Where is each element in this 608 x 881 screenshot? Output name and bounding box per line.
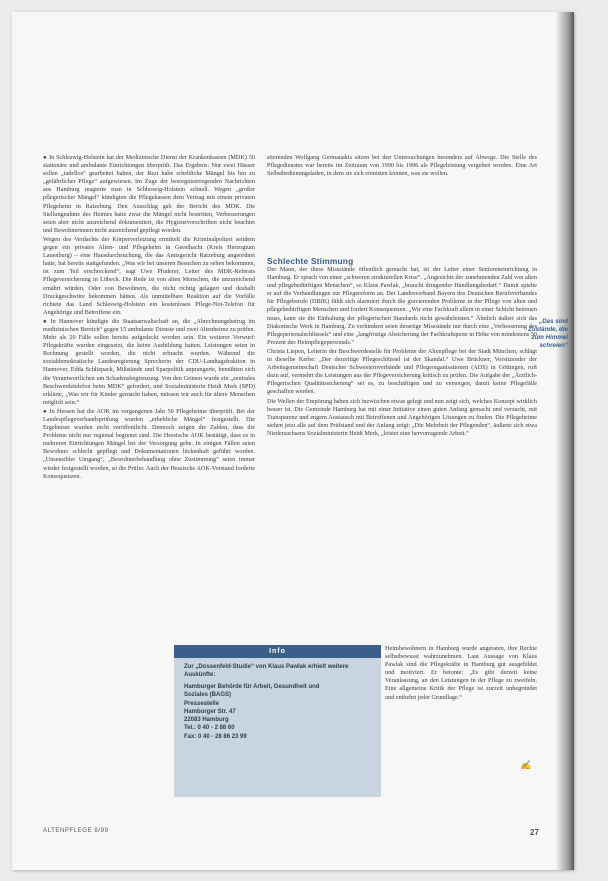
footer-publication: ALTENPFLEGE 9/99 (43, 828, 109, 834)
address-line: Hamburger Behörde für Arbeit, Gesundheit und (184, 684, 320, 690)
paragraph: Wegen des Verdachts der Körperverletzung ermittelt die Kriminalpolizei seitdem gegen ein privates Alten- und Pflegeheim in Geesthacht (Kreis Herzogtum Lauenburg) – eine Hausdurchsuchung, die das Amtsgericht Ratzeburg angeordnet hatte, hat bereits stattgefunden. „Was wir bei unseren Besuchen zu sehen bekommen, ist zum Teil erschreckend“, sagt Uwe Pfuderer, Leiter des MDK-Referats Pflegeversicherung in Lübeck. Die Rede ist von alten Menschen, die unzureichend ernährt würden. Oder von Bewohnern, die nicht richtig gelagert und deshalb Druckgeschwüre bekommen hätten. Als unmittelbare Reaktion auf die Vorfälle richtete das Land Schleswig-Holstein ein kostenloses Pflege-Not-Telefon für Angehörige und Betroffene ein. (43, 235, 255, 316)
info-box-heading: Zur „Dossenfeld-Studie“ von Klaus Pawlak erhielt weitere Auskünfte: (184, 664, 349, 678)
address-line: Hamburger Str. 47 (184, 708, 236, 715)
paragraph: Christa Liepen, Leiterin der Beschwerdestelle für Probleme der Altenpflege bei der Stadt München, schlägt in dieselbe Kerbe: „Der derzeitige Pflegeschlüssel ist der Skandal.“ Uwe Brückner, Vorsitzender der Arbeitsgemeinschaft Deutscher Schwesternverbände und Pflegeorganisationen (ADS) in Göttingen, ruft dazu auf, vermehrt die Leistungen aus der Pflegeversicherung kritisch zu prüfen. Die Aufgabe der „Ärztlich-Pflegerischen Qualitätssicherung“ sei es, zu beschäftigen und zu versorgen, damit keine Pflegefälle geschaffen werden. (267, 347, 537, 396)
right-column (267, 266, 537, 646)
page-number: 27 (530, 828, 539, 837)
bullet-icon: ● (43, 154, 48, 161)
paragraph: ● In Hannover kündigte die Staatsanwaltschaft an, die „Abrechnungsbetrug im medizinischen Bereich“ gegen 15 ambulante Dienste und zwei Altenheime zu prüfen. Mehr als 20 Fälle sollen bereits aufgedeckt worden sein. Ein weiterer Vorwurf: Pflegekräfte wurden eingesetzt, die keine Ausbildung hatten. Leistungen seien in Rechnung gestellt worden, die nicht erbracht wurden. Während die sozialdemokratische Landesregierung Sprecherin der CDU-Landtagsfraktion in Hannover, Edda Schliepack, Mißstände und Sparpolitik anprangerte, bemühten sich die Verantwortlichen um Schadensbegrenzung. Von den Grünen wurde ein „zentrales Beschwerdetelefon beim MDK“ gefordert, und Sozialministerin Heidi Merk (SPD) erklärte, „Was wir für Kinder gemacht haben, müssen wir auch für ältere Menschen möglich sein.“ (43, 317, 255, 406)
end-mark-icon: ✍ (520, 760, 532, 770)
address-line: Soziales (BAGS) (184, 692, 232, 699)
address-line: 22083 Hamburg (184, 717, 229, 724)
paragraph: stierenden Wolfgang Germanakis sitzen bei den Untersuchungen besonders auf Abwege. Die Stelle des Pflegedienstes war bereits im Zeitraum von 1990 bis 1996 als Pflegeleistung vergeben worden. Eine Art Selbstbedienungsladen, in dem sie sich einnisten können, was sie wollen. (267, 154, 537, 178)
right-column-bottom (385, 645, 537, 797)
paragraph: Der Mann, der diese Missstände öffentlich gemacht hat, ist der Leiter einer Senioreneinrichtung in Hamburg. Er sprach von einer „schweren strukturellen Krise“. „Angesichts der zunehmenden Zahl von alten und pflegebedürftigen Menschen“, so Klaus Pawlak, „braucht dringender Handlungsbedarf.“ Damit spielte er auf die Verhandlungen zur Pflegereform an. Der Landesverband Bayern des Deutschen Berufsverbandes für Pflegeberufe (DBfK) fühlt sich alarmiert durch die gravierenden Probleme in der Pflege von alten und pflegebedürftigen Menschen und fordert Konsequenzen. „Wir eine Fachkraft allein in einer Schicht betreuen muss, kann sie die Einhaltung der pflegerischen Standards nicht gewährleisten.“ Ähnlich äußert sich das Diakonische Werk in Hamburg. Zu verhindern seien derartige Missstände nur durch eine „Verbesserung des Pflegepersonalschlüssels“ und eine „langfristige Absicherung der Fachkraftquote in Höhe von mindestens 50 Prozent des Heimpflegepersonals.“ (267, 266, 537, 346)
paragraph: ● In Schleswig-Holstein hat der Medizinische Dienst der Krankenkassen (MDK) 50 stationäre und ambulante Einrichtungen überprüft. Das Ergebnis: Nur zwei Häuser sollen „tadellos“ gearbeitet haben, der Rest habe erhebliche Mängel bis hin zu „gefährlicher Pflege“ aufgewiesen. Im Zuge der besorgniserregenden Nachrichten aus Hamburg reagierte man in Schleswig-Holstein schnell. Wegen „großer pflegerischer Mängel“ kündigten die Pflegekassen dem Vertrag mit einem privaten Pflegeheim in Ratzeburg. Den Ausschlag gab der Bericht des MDK. Die Stellungnahme des Heimes hatte zwar die Mängel nicht bestritten, Verbesserungen seien aber nicht ausreichend dokumentiert, die Hygienevorschriften nicht beachtet und Bewohnerinnen nicht ausreichend gepflegt worden. (43, 154, 255, 234)
page-edge-shadow (556, 12, 574, 870)
address-line: Pressestelle (184, 700, 220, 707)
info-box-title: Info (174, 645, 381, 658)
fax-line: Fax: 0 40 - 28 86 23 99 (184, 733, 247, 740)
paragraph: ● In Hessen hat die AOK im vergangenen Jahr 50 Pflegeheime überprüft. Bei der Landespflegeverbandsprüfung wurden „erhebliche Mängel“ festgestellt. Die Ergebnisse wurden nicht veröffentlicht. Dennoch zeigen die Zahlen, dass die Probleme nicht nur regional begrenzt sind. Die Hessische AOK bestätigt, dass es in mehreren Einrichtungen Mängel bei der Versorgung gebe. In einigen Fällen seien Bewohner schlecht gepflegt und Dokumentationen lückenhaft geführt worden. „Unsensibler Umgang“, „Bewohnerbehandlung ohne Zustimmung“ seien immer wieder festgestellt worden, so die Prüfer. Auch der Hessische AOK-Vorstand forderte Konsequenzen. (43, 407, 255, 480)
paragraph: Heimbewohnern in Hamburg wurde angeraten, ihre Rechte selbstbewusst wahrzunehmen. Laut Aussage von Klaus Pawlak sind die Pflegekräfte in Hamburg gut ausgebildet und motiviert. Er betonte: „Es gibt derzeit keine Veranlassung, an den Leistungen in der Pflege zu zweifeln. Eine allgemeine Kritik der Pflege ist zurzeit unbegründet und entbehrt jeder Grundlage.“ (385, 645, 537, 701)
info-box (174, 645, 381, 797)
info-box-address (184, 683, 373, 741)
bullet-icon: ● (43, 317, 49, 325)
pull-quote: „Das sind Zustände, die zum Himmel schreien“ (528, 318, 568, 349)
paragraph: Die Wellen der Empörung haben sich inzwischen etwas gelegt und nun zeigt sich, welches Konzept wirklich besser ist. Die Gemeinde Hamburg hat mit einer Initiative einen guten Anfang gemacht und versucht, mit Transparenz und engem Austausch mit Betroffenen und Angehörigen Lösungen zu finden. Die Pflegeheime stehen jetzt alle auf dem Prüfstand und der Anfang zeigt: „Die Mehrheit der Pflegenden“, äußerte sich etwa Niedersachsens Sozialministerin Heidi Merk, „leistet eine hervorragende Arbeit.“ (267, 397, 537, 437)
bullet-icon: ● (43, 407, 48, 415)
section-heading: Schlechte Stimmung (267, 256, 354, 266)
phone-line: Tel.: 0 40 - 2 88 60 (184, 725, 235, 732)
